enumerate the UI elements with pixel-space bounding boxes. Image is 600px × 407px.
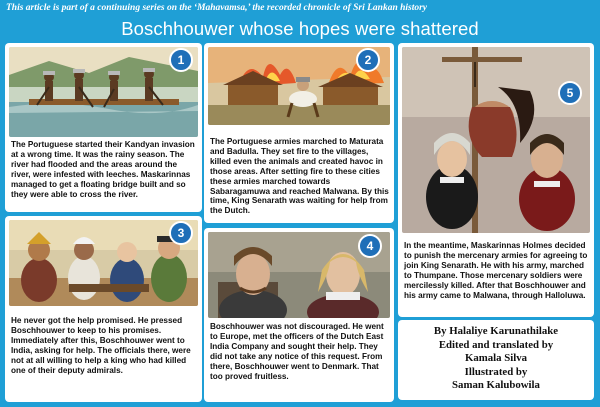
panel-3-number: 3 (169, 221, 193, 245)
illustrator-credit-label: Illustrated by (464, 365, 528, 378)
illustrator-credit-name: Saman Kalubowila (452, 379, 540, 391)
panel-5-illustration (402, 47, 590, 233)
author-credit: By Halaliye Karunathilake (433, 325, 559, 337)
comic-panel-3 (5, 216, 202, 402)
panel-5-text: In the meantime, Maskarinnas Holmes decided to punish the mercenary armies for agreeing to join King Senarath. He with his army, marched to Thumpane. Those mercenary soldiers were mercilessly killed. After that Boschhouwer and his army came to Malwana, through Halloluwa. (404, 241, 588, 300)
panel-2-text: The Portuguese armies marched to Maturata and Badulla. They set fire to the villages, killed even the animals and created havoc in those areas. After setting fire to these cities these armies marched towards Sabaragamuwa and reached Malwana. By this time, King Senarath was waiting for help from the Dutch. (210, 137, 389, 216)
series-note: This article is part of a continuing series on the ‘Mahavamsa,’ the recorded chronicle of Sri Lankan history (0, 0, 600, 17)
comic-panel-5 (398, 43, 594, 317)
panel-1-text: The Portuguese started their Kandyan invasion at a wrong time. It was the rainy season. The river had flooded and the areas around the river, were infested with leeches. Maskarinnas managed to get a floating bridge built and so they were able to cross the river. (11, 140, 195, 199)
editor-credit-label: Edited and translated by (438, 338, 554, 351)
panel-1-number: 1 (169, 48, 193, 72)
credits-box (398, 320, 594, 400)
panel-5-number: 5 (558, 81, 582, 105)
comic-panel-2 (204, 43, 394, 223)
panel-4-number: 4 (358, 234, 382, 258)
editor-credit-name: Kamala Silva (464, 352, 528, 364)
comic-panel-4 (204, 228, 394, 402)
panel-2-number: 2 (356, 48, 380, 72)
comic-panel-1 (5, 43, 202, 212)
page-title: Boschhouwer whose hopes were shattered (121, 18, 479, 39)
panel-4-text: Boschhouwer was not discouraged. He went to Europe, met the officers of the Dutch East India Company and sought their help. They did not take any notice of this request. From there, Boschhouwer went to Denmark. That too proved fruitless. (210, 322, 384, 381)
panel-3-text: He never got the help promised. He pressed Boschhouwer to keep to his promises. Immediately after this, Boschhouwer went to India, asking for help. The officials there, were not at all willing to help a king who had killed one of their deputy admirals. (11, 316, 191, 375)
